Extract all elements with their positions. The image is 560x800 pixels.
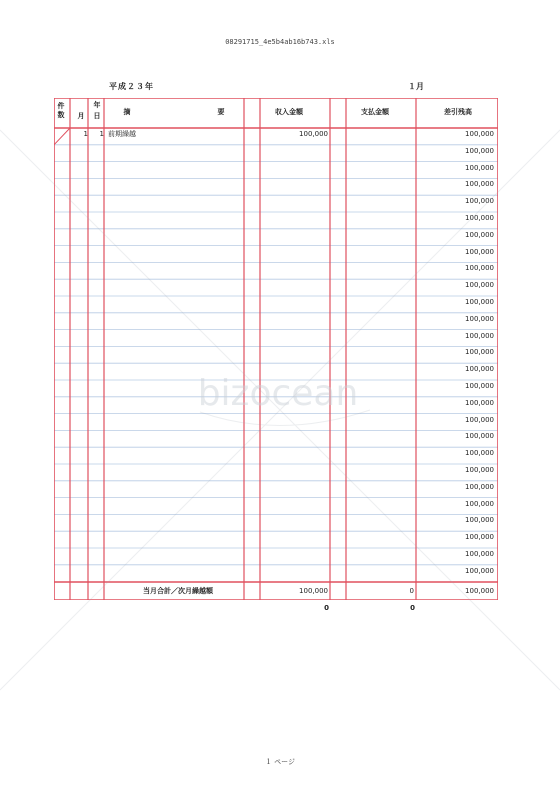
balance-cell: 100,000 — [465, 466, 494, 474]
total-payment: 0 — [409, 587, 414, 595]
first-row-income: 100,000 — [299, 130, 328, 138]
balance-cell: 100,000 — [465, 264, 494, 273]
page-number: １ ページ — [264, 758, 296, 766]
year-label: 平成２３年 — [109, 82, 154, 91]
balance-cell: 100,000 — [465, 415, 494, 424]
total-label: 当月合計／次月繰越額 — [143, 587, 213, 595]
carry-income: 0 — [324, 604, 329, 612]
balance-cell: 100,000 — [465, 230, 494, 239]
first-row-day: 1 — [99, 130, 104, 138]
balance-cell: 100,000 — [465, 298, 494, 306]
header-income: 収入金額 — [275, 108, 303, 116]
balance-cell: 100,000 — [465, 130, 494, 138]
header-month: 月 — [77, 112, 85, 120]
balance-cell: 100,000 — [465, 180, 494, 189]
balance-cell: 100,000 — [465, 331, 494, 340]
header-count: 件 数 — [57, 102, 65, 119]
balance-cell: 100,000 — [465, 432, 494, 441]
first-row-description: 前期繰越 — [108, 130, 136, 138]
total-balance: 100,000 — [465, 587, 494, 595]
balance-cell: 100,000 — [465, 482, 494, 491]
header-year: 年 — [93, 101, 101, 109]
balance-cell: 100,000 — [465, 348, 494, 357]
first-row-month: 1 — [83, 130, 88, 138]
header-payment: 支払金額 — [361, 108, 389, 116]
cash-ledger-table — [54, 98, 498, 600]
carry-payment: 0 — [410, 604, 415, 612]
balance-cell: 100,000 — [465, 449, 494, 458]
balance-cell: 100,000 — [465, 398, 494, 407]
balance-cell: 100,000 — [465, 533, 494, 542]
total-income: 100,000 — [299, 587, 328, 595]
balance-cell: 100,000 — [465, 163, 494, 172]
header-description-left: 摘 — [123, 108, 131, 116]
balance-cell: 100,000 — [465, 516, 494, 525]
balance-cell: 100,000 — [465, 281, 494, 290]
header-day: 日 — [93, 112, 101, 120]
balance-cell: 100,000 — [465, 365, 494, 374]
balance-cell: 100,000 — [465, 566, 494, 575]
balance-cell: 100,000 — [465, 550, 494, 558]
header-description-right: 要 — [217, 108, 225, 116]
count-diagonal — [54, 128, 70, 145]
file-name: 08291715_4e5b4ab16b743.xls — [225, 38, 335, 46]
balance-cell: 100,000 — [465, 499, 494, 508]
watermark-logo: bizocean — [197, 373, 359, 414]
balance-cell: 100,000 — [465, 247, 494, 256]
month-label: １月 — [408, 82, 424, 91]
balance-cell: 100,000 — [465, 146, 494, 155]
balance-cell: 100,000 — [465, 382, 494, 390]
balance-cell: 100,000 — [465, 214, 494, 222]
balance-cell: 100,000 — [465, 314, 494, 323]
balance-cell: 100,000 — [465, 197, 494, 206]
header-balance: 差引残高 — [444, 108, 472, 116]
